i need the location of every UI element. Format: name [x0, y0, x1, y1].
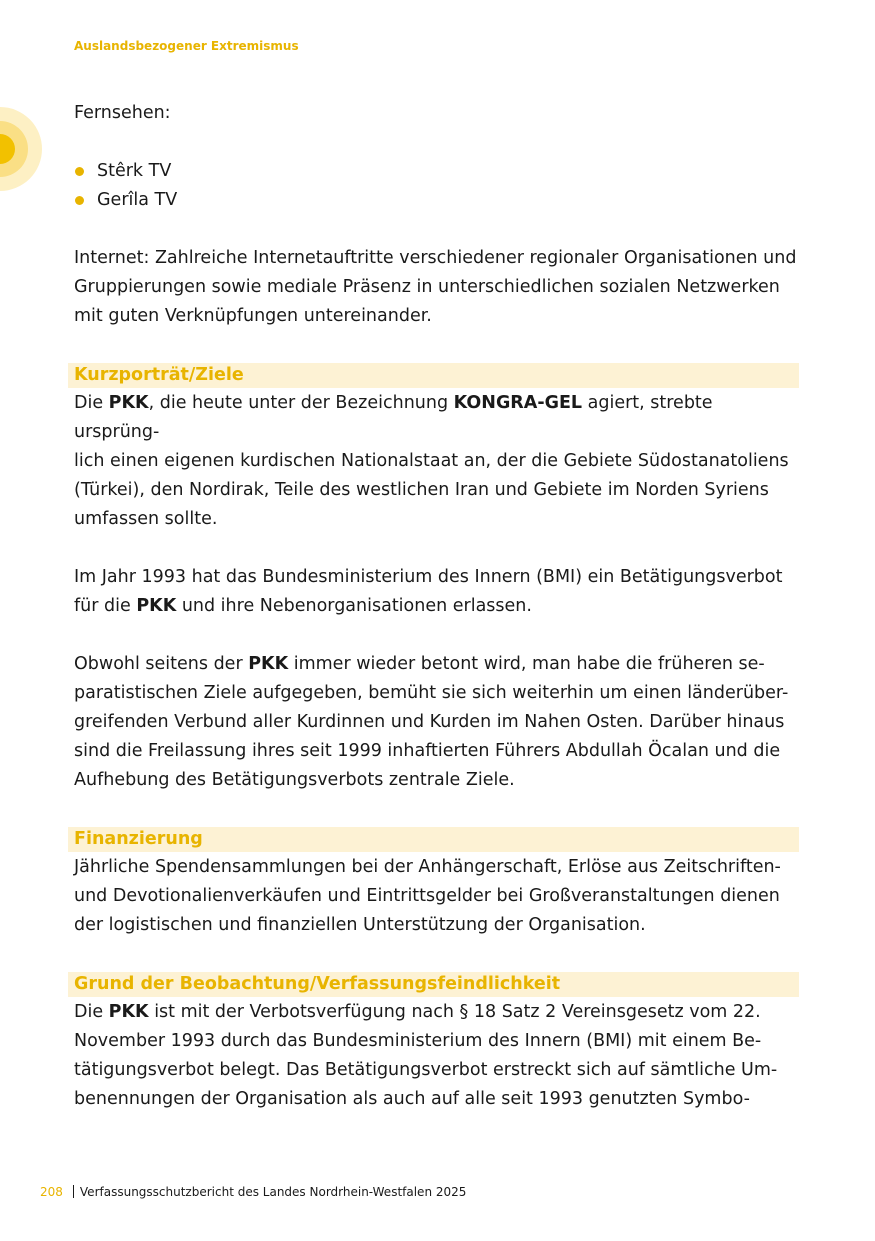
page-body [74, 99, 798, 1114]
bullet-dot-icon [75, 196, 84, 205]
sun-ornament [0, 107, 42, 191]
tv-label: Fernsehen: [74, 103, 171, 123]
section-heading-finanzierung: Finanzierung [68, 827, 799, 852]
grund-paragraph: Die PKK ist mit der Verbotsverfügung nach § 18 Satz 2 Vereinsgesetz vom 22. November 1993 durch das Bundesministerium des Innern (BMI) mit einem Be- tätigungsverbot belegt. Das Betätigungsverbot erstreckt sich auf sämtliche Um- benennungen der Organisation als auch auf alle seit 1993 genutzten Symbo- [74, 1002, 778, 1109]
footer-divider [73, 1185, 74, 1198]
tv-channel-list [74, 157, 798, 215]
bullet-dot-icon [75, 167, 84, 176]
kurzportraet-paragraph-2: Im Jahr 1993 hat das Bundesministerium des Innern (BMI) ein Betätigungsverbot für die PKK und ihre Nebenorganisationen erlassen. [74, 567, 783, 616]
kurzportraet-paragraph-1: Die PKK, die heute unter der Bezeichnung KONGRA-GEL agiert, strebte ursprüng- lich einen eigenen kurdischen Nationalstaat an, der die Gebiete Südostanatoliens (Türkei), den Nordirak, Teile des westlichen Iran und Gebiete im Norden Syriens umfassen sollte. [74, 393, 789, 529]
page-number: 208 [40, 1185, 63, 1199]
finanzierung-paragraph: Jährliche Spendensammlungen bei der Anhängerschaft, Erlöse aus Zeitschriften- und Devotionalienverkäufen und Eintrittsgelder bei Großveranstaltungen dienen der logistischen und finanziellen Unterstützung der Organisation. [74, 857, 781, 935]
running-head: Auslandsbezogener Extremismus [74, 39, 299, 53]
internet-paragraph: Internet: Zahlreiche Internetauftritte verschiedener regionaler Organisationen und Gruppierungen sowie mediale Präsenz in unterschiedlichen sozialen Netzwerken mit guten Verknüpfungen untereinander. [74, 248, 797, 326]
list-item: Stêrk TV [74, 157, 798, 186]
list-item: Gerîla TV [74, 186, 798, 215]
publication-title: Verfassungsschutzbericht des Landes Nordrhein-Westfalen 2025 [79, 1185, 467, 1199]
kurzportraet-paragraph-3: Obwohl seitens der PKK immer wieder betont wird, man habe die früheren se- paratistischen Ziele aufgegeben, bemüht sie sich weiterhin um einen länderüber- greifenden Verbund aller Kurdinnen und Kurden im Nahen Osten. Darüber hinaus sind die Freilassung ihres seit 1999 inhaftierten Führers Abdullah Öcalan und die Aufhebung des Betätigungsverbots zentrale Ziele. [74, 654, 789, 790]
page-footer [40, 1185, 466, 1199]
section-heading-grund: Grund der Beobachtung/Verfassungsfeindlichkeit [68, 972, 799, 997]
section-heading-kurzportraet: Kurzporträt/Ziele [68, 363, 799, 388]
